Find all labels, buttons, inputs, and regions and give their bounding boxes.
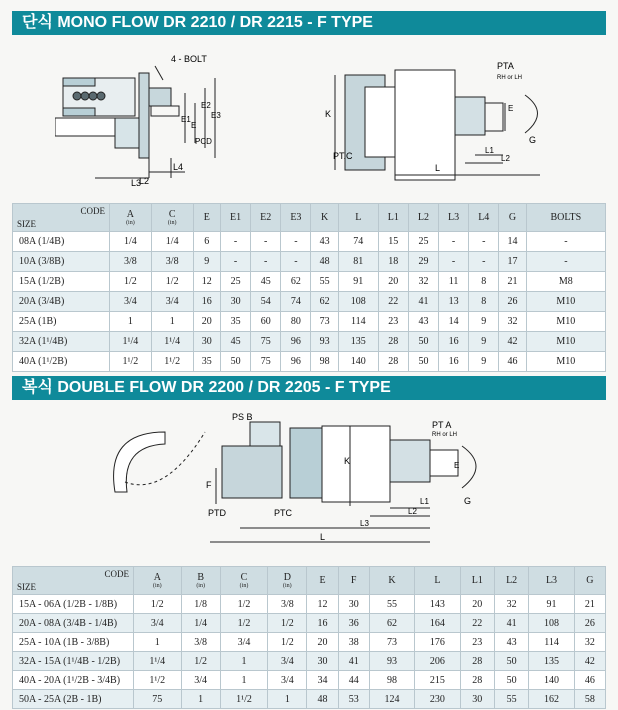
value-cell: -: [439, 252, 469, 272]
value-cell: 114: [338, 312, 378, 332]
value-cell: 98: [369, 671, 414, 690]
value-cell: 20: [193, 312, 220, 332]
double-table-body: [13, 595, 606, 709]
size-cell: 32A (1¹/4B): [13, 332, 110, 352]
value-cell: 1¹/2: [110, 352, 152, 372]
mono-col-e: E: [193, 204, 220, 232]
value-cell: 28: [378, 332, 408, 352]
mono-rh-lh-label: RH or LH: [497, 75, 523, 81]
value-cell: 135: [529, 652, 574, 671]
value-cell: 162: [529, 690, 574, 709]
value-cell: 17: [499, 252, 526, 272]
value-cell: 1: [220, 652, 268, 671]
value-cell: 38: [338, 633, 369, 652]
value-cell: 20: [460, 595, 494, 614]
mono-e2-label: E2: [201, 101, 211, 110]
table-row: [13, 232, 606, 252]
value-cell: 48: [311, 252, 338, 272]
mono-g-label: G: [529, 135, 537, 145]
value-cell: 41: [338, 652, 369, 671]
double-col-f: F: [338, 567, 369, 595]
value-cell: 18: [378, 252, 408, 272]
value-cell: 108: [529, 614, 574, 633]
value-cell: 12: [193, 272, 220, 292]
value-cell: 1¹/4: [151, 332, 193, 352]
value-cell: -: [439, 232, 469, 252]
value-cell: 32: [499, 312, 526, 332]
value-cell: 13: [439, 292, 469, 312]
value-cell: 62: [281, 272, 311, 292]
mono-col-l2: L2: [408, 204, 438, 232]
value-cell: 60: [251, 312, 281, 332]
value-cell: 1/2: [134, 595, 182, 614]
value-cell: -: [220, 252, 250, 272]
double-l2-label: L2: [408, 507, 417, 516]
double-col-l3: L3: [529, 567, 574, 595]
mono-col-l4: L4: [469, 204, 499, 232]
value-cell: M10: [526, 352, 605, 372]
value-cell: 48: [307, 690, 338, 709]
table-row: [13, 352, 606, 372]
value-cell: M10: [526, 312, 605, 332]
mono-col-l: L: [338, 204, 378, 232]
mono-spec-table: [12, 203, 606, 372]
value-cell: 3/8: [151, 252, 193, 272]
value-cell: 25: [408, 232, 438, 252]
value-cell: 80: [281, 312, 311, 332]
mono-col-g: G: [499, 204, 526, 232]
value-cell: 20: [378, 272, 408, 292]
double-col-l2: L2: [494, 567, 528, 595]
size-cell: 40A (1¹/2B): [13, 352, 110, 372]
double-spec-table: [12, 566, 606, 709]
mono-joint-drawing: [325, 55, 575, 195]
value-cell: 1/4: [181, 614, 220, 633]
value-cell: 36: [338, 614, 369, 633]
value-cell: 15: [378, 232, 408, 252]
value-cell: 1/2: [110, 272, 152, 292]
double-l1-label: L1: [420, 497, 429, 506]
double-f-label: F: [206, 480, 212, 490]
value-cell: 1¹/2: [151, 352, 193, 372]
value-cell: 206: [415, 652, 460, 671]
value-cell: -: [281, 232, 311, 252]
value-cell: 30: [220, 292, 250, 312]
mono-size-label: SIZE: [17, 219, 36, 229]
value-cell: 23: [460, 633, 494, 652]
mono-ptc-label: PT.C: [333, 151, 353, 161]
mono-k-label: K: [325, 109, 332, 119]
mono-l3-label: L3: [131, 178, 142, 188]
value-cell: 9: [469, 332, 499, 352]
value-cell: 1/2: [181, 652, 220, 671]
value-cell: 21: [499, 272, 526, 292]
value-cell: -: [220, 232, 250, 252]
value-cell: 81: [338, 252, 378, 272]
value-cell: 43: [311, 232, 338, 252]
table-row: [13, 332, 606, 352]
value-cell: 230: [415, 690, 460, 709]
value-cell: 28: [378, 352, 408, 372]
value-cell: 143: [415, 595, 460, 614]
value-cell: 3/8: [181, 633, 220, 652]
value-cell: 22: [378, 292, 408, 312]
value-cell: 9: [469, 352, 499, 372]
table-row: [13, 292, 606, 312]
value-cell: -: [251, 252, 281, 272]
mono-e-right-label: E: [508, 104, 514, 113]
value-cell: 1/2: [268, 633, 307, 652]
value-cell: 1: [134, 633, 182, 652]
table-row: [13, 252, 606, 272]
value-cell: 3/8: [268, 595, 307, 614]
value-cell: -: [251, 232, 281, 252]
value-cell: 164: [415, 614, 460, 633]
value-cell: 32: [494, 595, 528, 614]
table-row: [13, 595, 606, 614]
value-cell: 1: [151, 312, 193, 332]
value-cell: 14: [439, 312, 469, 332]
table-row: [13, 652, 606, 671]
value-cell: 9: [193, 252, 220, 272]
value-cell: 45: [251, 272, 281, 292]
mono-title: 단식 MONO FLOW DR 2210 / DR 2215 - F TYPE: [22, 14, 373, 31]
value-cell: 42: [499, 332, 526, 352]
table-row: [13, 633, 606, 652]
value-cell: -: [469, 232, 499, 252]
double-l3-label: L3: [360, 519, 369, 528]
value-cell: 3/4: [181, 671, 220, 690]
value-cell: 73: [311, 312, 338, 332]
value-cell: 30: [307, 652, 338, 671]
value-cell: 98: [311, 352, 338, 372]
size-cell: 25A (1B): [13, 312, 110, 332]
value-cell: 41: [408, 292, 438, 312]
value-cell: 114: [529, 633, 574, 652]
value-cell: 1: [220, 671, 268, 690]
value-cell: 55: [369, 595, 414, 614]
value-cell: 1: [268, 690, 307, 709]
value-cell: 23: [378, 312, 408, 332]
value-cell: 3/4: [110, 292, 152, 312]
value-cell: 3/4: [220, 633, 268, 652]
double-header-corner: [13, 567, 134, 595]
value-cell: 140: [338, 352, 378, 372]
value-cell: 50: [494, 671, 528, 690]
value-cell: 42: [574, 652, 605, 671]
value-cell: 1¹/2: [220, 690, 268, 709]
value-cell: 29: [408, 252, 438, 272]
mono-l2-label: L2: [139, 176, 150, 186]
value-cell: 75: [134, 690, 182, 709]
mono-col-a: A (in): [110, 204, 152, 232]
size-cell: 20A (3/4B): [13, 292, 110, 312]
value-cell: 108: [338, 292, 378, 312]
value-cell: 20: [307, 633, 338, 652]
value-cell: 21: [574, 595, 605, 614]
value-cell: 16: [439, 352, 469, 372]
value-cell: 1: [181, 690, 220, 709]
mono-pta-label: PTA: [497, 61, 514, 71]
value-cell: 34: [307, 671, 338, 690]
value-cell: 28: [460, 671, 494, 690]
double-col-l1: L1: [460, 567, 494, 595]
mono-col-e3: E3: [281, 204, 311, 232]
value-cell: 46: [499, 352, 526, 372]
value-cell: M8: [526, 272, 605, 292]
value-cell: 1/2: [151, 272, 193, 292]
value-cell: -: [469, 252, 499, 272]
table-row: [13, 690, 606, 709]
value-cell: 1¹/4: [134, 652, 182, 671]
double-psb-label: PS B: [232, 412, 253, 422]
value-cell: 16: [307, 614, 338, 633]
value-cell: 75: [251, 332, 281, 352]
value-cell: 96: [281, 352, 311, 372]
size-cell: 08A (1/4B): [13, 232, 110, 252]
mono-col-bolts: BOLTS: [526, 204, 605, 232]
value-cell: 54: [251, 292, 281, 312]
mono-pcd-label: PCD: [195, 137, 212, 146]
double-col-c: C (in): [220, 567, 268, 595]
value-cell: -: [526, 252, 605, 272]
value-cell: 41: [494, 614, 528, 633]
value-cell: 3/4: [151, 292, 193, 312]
value-cell: 25: [220, 272, 250, 292]
value-cell: 74: [281, 292, 311, 312]
double-title-banner: [12, 376, 606, 400]
value-cell: 1: [110, 312, 152, 332]
value-cell: 50: [220, 352, 250, 372]
double-col-k: K: [369, 567, 414, 595]
value-cell: 43: [408, 312, 438, 332]
double-ptc-label: PTC: [274, 508, 292, 518]
value-cell: 8: [469, 272, 499, 292]
mono-col-l3: L3: [439, 204, 469, 232]
double-col-b: B (in): [181, 567, 220, 595]
value-cell: 91: [529, 595, 574, 614]
double-joint-drawing: [200, 408, 510, 548]
mono-l1-label: L1: [485, 146, 494, 155]
mono-flange-drawing: [55, 48, 245, 198]
value-cell: 73: [369, 633, 414, 652]
value-cell: 55: [494, 690, 528, 709]
value-cell: 93: [311, 332, 338, 352]
table-row: [13, 312, 606, 332]
size-cell: 25A - 10A (1B - 3/8B): [13, 633, 134, 652]
value-cell: 58: [574, 690, 605, 709]
mono-col-k: K: [311, 204, 338, 232]
value-cell: 1/2: [220, 614, 268, 633]
value-cell: 32: [574, 633, 605, 652]
value-cell: -: [526, 232, 605, 252]
value-cell: 1/4: [151, 232, 193, 252]
double-g-label: G: [464, 496, 472, 506]
value-cell: M10: [526, 292, 605, 312]
value-cell: 3/4: [268, 671, 307, 690]
value-cell: 26: [574, 614, 605, 633]
value-cell: 26: [499, 292, 526, 312]
value-cell: 28: [460, 652, 494, 671]
size-cell: 15A (1/2B): [13, 272, 110, 292]
value-cell: 32: [408, 272, 438, 292]
double-rh-lh-label: RH or LH: [432, 432, 458, 438]
double-col-g: G: [574, 567, 605, 595]
value-cell: 1/8: [181, 595, 220, 614]
double-col-e: E: [307, 567, 338, 595]
mono-e-label: E: [191, 121, 197, 130]
value-cell: 1/2: [268, 614, 307, 633]
size-cell: 32A - 15A (1¹/4B - 1/2B): [13, 652, 134, 671]
value-cell: 35: [220, 312, 250, 332]
mono-e3-label: E3: [211, 111, 221, 120]
mono-table-body: [13, 232, 606, 372]
value-cell: 12: [307, 595, 338, 614]
value-cell: 50: [494, 652, 528, 671]
mono-col-e1: E1: [220, 204, 250, 232]
double-col-l: L: [415, 567, 460, 595]
value-cell: 46: [574, 671, 605, 690]
value-cell: 3/8: [110, 252, 152, 272]
mono-bolt-label: 4 - BOLT: [171, 54, 207, 64]
value-cell: 45: [220, 332, 250, 352]
double-col-a: A (in): [134, 567, 182, 595]
mono-l4-label: L4: [173, 162, 184, 172]
value-cell: 140: [529, 671, 574, 690]
value-cell: 9: [469, 312, 499, 332]
mono-code-label: CODE: [80, 206, 105, 216]
mono-col-c: C (in): [151, 204, 193, 232]
mono-col-e2: E2: [251, 204, 281, 232]
value-cell: 1/4: [110, 232, 152, 252]
value-cell: 35: [193, 352, 220, 372]
size-cell: 10A (3/8B): [13, 252, 110, 272]
value-cell: 30: [193, 332, 220, 352]
value-cell: 124: [369, 690, 414, 709]
double-size-label: SIZE: [17, 582, 36, 592]
value-cell: 215: [415, 671, 460, 690]
double-k-label: K: [344, 456, 351, 466]
double-pta-label: PT A: [432, 420, 452, 430]
double-elbow-drawing: [95, 412, 215, 512]
double-title: 복식 DOUBLE FLOW DR 2200 / DR 2205 - F TYPE: [22, 379, 391, 396]
value-cell: 22: [460, 614, 494, 633]
value-cell: 50: [408, 352, 438, 372]
mono-title-banner: [12, 11, 606, 35]
value-cell: 43: [494, 633, 528, 652]
value-cell: 3/4: [134, 614, 182, 633]
value-cell: 75: [251, 352, 281, 372]
value-cell: M10: [526, 332, 605, 352]
double-code-label: CODE: [104, 569, 129, 579]
value-cell: 53: [338, 690, 369, 709]
size-cell: 50A - 25A (2B - 1B): [13, 690, 134, 709]
value-cell: 50: [408, 332, 438, 352]
double-l-label: L: [320, 532, 326, 542]
table-row: [13, 614, 606, 633]
value-cell: -: [281, 252, 311, 272]
value-cell: 91: [338, 272, 378, 292]
value-cell: 16: [439, 332, 469, 352]
double-ptd-label: PTD: [208, 508, 226, 518]
value-cell: 1¹/2: [134, 671, 182, 690]
value-cell: 14: [499, 232, 526, 252]
mono-header-corner: [13, 204, 110, 232]
value-cell: 6: [193, 232, 220, 252]
mono-col-l1: L1: [378, 204, 408, 232]
value-cell: 11: [439, 272, 469, 292]
table-row: [13, 272, 606, 292]
value-cell: 3/4: [268, 652, 307, 671]
size-cell: 40A - 20A (1¹/2B - 3/4B): [13, 671, 134, 690]
value-cell: 176: [415, 633, 460, 652]
mono-e1-label: E1: [181, 115, 191, 124]
value-cell: 16: [193, 292, 220, 312]
value-cell: 8: [469, 292, 499, 312]
double-e-label: E: [454, 461, 460, 470]
value-cell: 96: [281, 332, 311, 352]
value-cell: 44: [338, 671, 369, 690]
value-cell: 55: [311, 272, 338, 292]
size-cell: 20A - 08A (3/4B - 1/4B): [13, 614, 134, 633]
value-cell: 30: [338, 595, 369, 614]
value-cell: 30: [460, 690, 494, 709]
mono-l2b-label: L2: [501, 154, 510, 163]
value-cell: 74: [338, 232, 378, 252]
value-cell: 62: [369, 614, 414, 633]
size-cell: 15A - 06A (1/2B - 1/8B): [13, 595, 134, 614]
mono-l-label: L: [435, 163, 441, 173]
value-cell: 1¹/4: [110, 332, 152, 352]
double-col-d: D (in): [268, 567, 307, 595]
value-cell: 62: [311, 292, 338, 312]
table-row: [13, 671, 606, 690]
value-cell: 135: [338, 332, 378, 352]
value-cell: 93: [369, 652, 414, 671]
value-cell: 1/2: [220, 595, 268, 614]
